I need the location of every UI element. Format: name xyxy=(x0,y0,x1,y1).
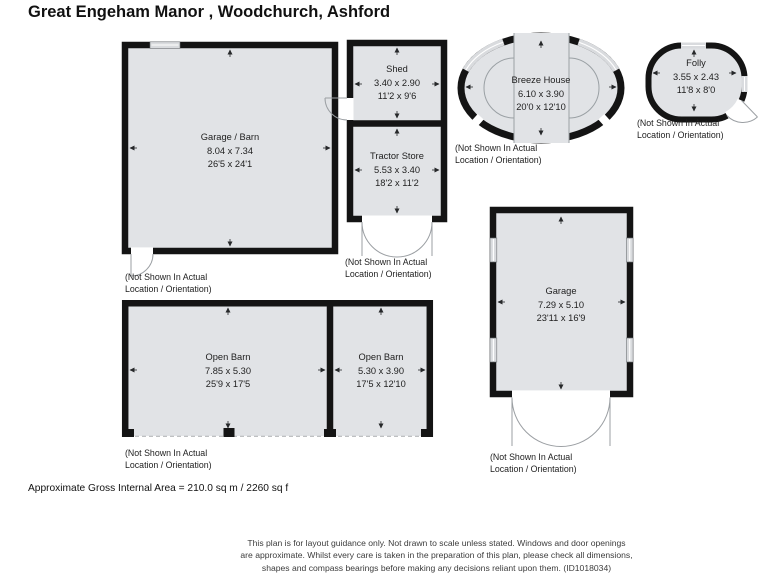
room-label-garage xyxy=(537,285,586,326)
not-shown-note-breeze-house: (Not Shown In Actual Location / Orientation) xyxy=(455,143,542,165)
garage-structure xyxy=(490,210,633,447)
room-label-garage-barn xyxy=(201,131,259,172)
room-size-metric: 5.30 x 3.90 xyxy=(357,365,404,376)
not-shown-note-garage-barn: (Not Shown In Actual Location / Orientation) xyxy=(125,272,212,294)
not-shown-note-folly: (Not Shown In Actual Location / Orientation) xyxy=(637,118,724,140)
room-name: Shed xyxy=(386,64,408,74)
not-shown-note-tractor-store: (Not Shown In Actual Location / Orientation) xyxy=(345,257,432,279)
room-size-metric: 7.29 x 5.10 xyxy=(537,299,584,310)
room-label-open-barn-small xyxy=(356,351,406,392)
not-shown-note-open-barn: (Not Shown In Actual Location / Orientation) xyxy=(125,448,212,470)
room-name: Tractor Store xyxy=(370,151,424,161)
room-label-tractor-store xyxy=(370,150,424,191)
disclaimer-text: This plan is for layout guidance only. Not drawn to scale unless stated. Windows and door openings are approximate. Whilst every care is taken in the preparation of this plan, please check all dimensions, shapes and compass bearings before making any decisions reliant upon them. (ID1018034) xyxy=(240,538,633,573)
room-size-imperial: 20'0 x 12'10 xyxy=(516,102,566,112)
room-size-imperial: 11'8 x 8'0 xyxy=(676,85,716,95)
room-size-metric: 6.10 x 3.90 xyxy=(517,88,565,99)
room-label-open-barn-large xyxy=(205,351,251,392)
room-size-metric: 3.40 x 2.90 xyxy=(373,77,421,88)
room-size-imperial: 17'5 x 12'10 xyxy=(356,379,406,389)
room-size-metric: 7.85 x 5.30 xyxy=(204,365,252,376)
room-label-shed xyxy=(374,63,420,104)
room-size-metric: 8.04 x 7.34 xyxy=(206,145,253,156)
room-size-imperial: 18'2 x 11'2 xyxy=(375,178,419,188)
room-name: Folly xyxy=(686,58,706,68)
gross-internal-area: Approximate Gross Internal Area = 210.0 sq m / 2260 sq f xyxy=(28,483,289,494)
room-label-folly xyxy=(673,57,719,98)
room-name: Garage xyxy=(545,286,577,296)
room-name: Open Barn xyxy=(205,352,251,362)
room-size-metric: 5.53 x 3.40 xyxy=(373,164,420,175)
room-label-breeze-house xyxy=(512,74,571,115)
room-name: Garage / Barn xyxy=(200,132,260,142)
room-size-imperial: 25'9 x 17'5 xyxy=(205,379,251,389)
room-size-imperial: 23'11 x 16'9 xyxy=(536,313,586,323)
room-size-imperial: 11'2 x 9'6 xyxy=(377,91,417,101)
room-name: Open Barn xyxy=(358,352,404,362)
room-size-metric: 3.55 x 2.43 xyxy=(672,71,720,82)
not-shown-note-garage: (Not Shown In Actual Location / Orientation) xyxy=(490,452,577,474)
room-name: Breeze House xyxy=(511,75,571,85)
page-title: Great Engeham Manor , Woodchurch, Ashford xyxy=(28,3,391,21)
room-size-imperial: 26'5 x 24'1 xyxy=(207,159,253,169)
